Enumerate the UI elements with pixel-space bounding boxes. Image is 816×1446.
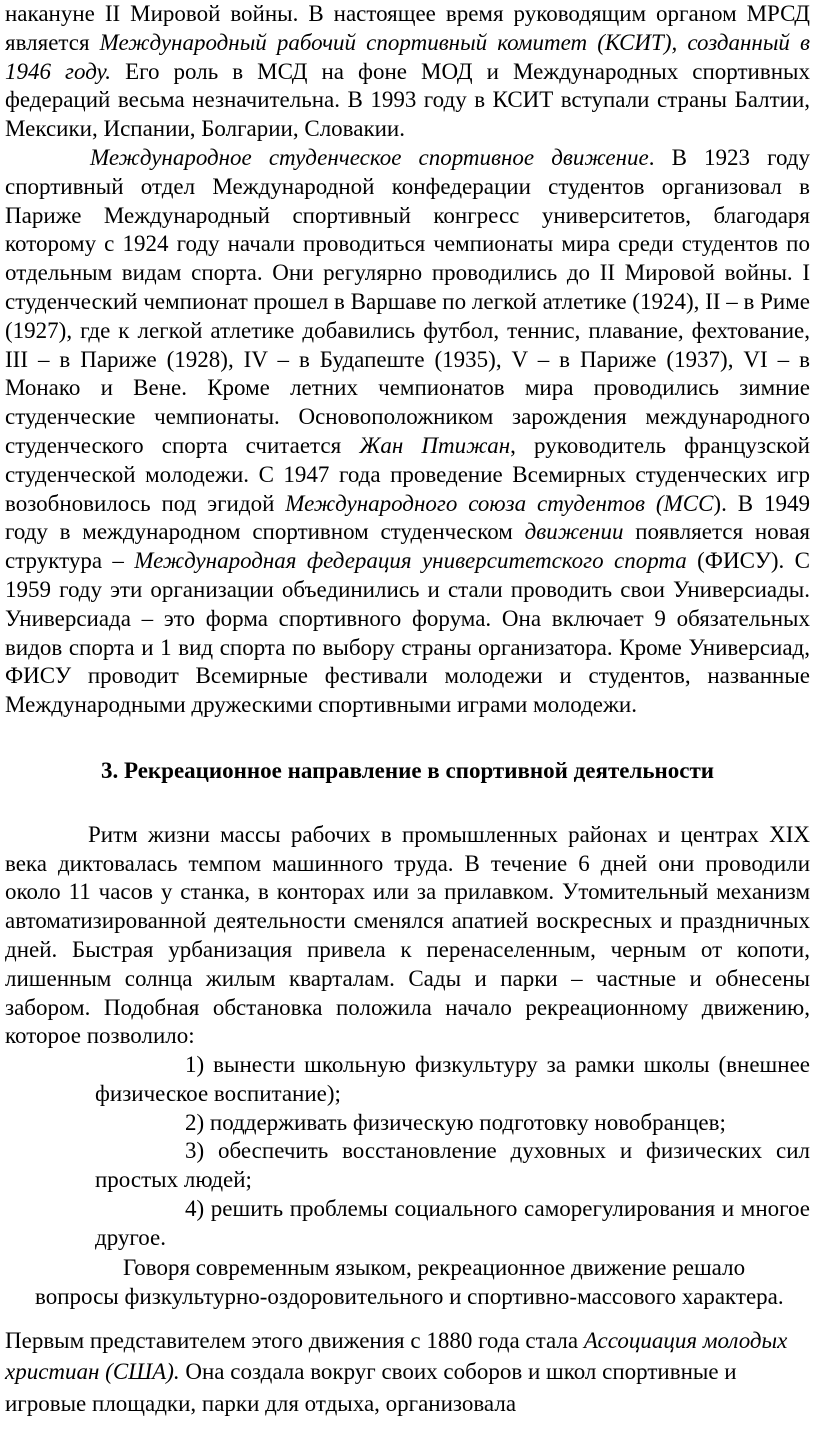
italic-term: Международное студенческое спортивное движение [90, 144, 649, 170]
list-item: 4) решить проблемы социального саморегулирования и многое другое. [95, 1196, 810, 1250]
italic-term: Жан Птижан [359, 432, 511, 458]
paragraph-ymca [5, 1325, 810, 1420]
italic-term: Международный рабочий спортивный комитет (КСИТ), созданный в 1946 году. [5, 29, 810, 84]
paragraph-modern: Говоря современным языком, рекреационное движение решало вопросы физкультурно-оздоровительного и спортивно-массового характера. [35, 1254, 784, 1309]
paragraph-student-movement [5, 144, 810, 720]
numbered-list [5, 1051, 810, 1253]
list-item: 1) вынести школьную физкультуру за рамки школы (внешнее физическое воспитание); [95, 1052, 810, 1106]
text-run: Первым представителем этого движения с 1880 года стала [5, 1327, 584, 1353]
text-run: . В 1923 году спортивный отдел Международной конфедерации студентов организовал в Париже Международный спортивный конгресс университетов, благодаря которому с 1924 году начали проводиться чемпионаты мира среди студентов по отдельным видам спорта. Они регулярно проводились до II Мировой войны. I студенческий чемпионат прошел в Варшаве по легкой атлетике (1924), II – в Риме (1927), где к легкой атлетике добавились футбол, теннис, плавание, фехтование, III – в Париже (1928), IV – в Будапеште (1935), V – в Париже (1937), VI – в Монако и Вене. Кроме летних чемпионатов мира проводились зимние студенческие чемпионаты. Основоположником зарождения международного студенческого спорта считается [5, 144, 810, 458]
text-run: ). В 1949 году в международном спортивном студенческом [5, 490, 810, 545]
paragraph-mrsd [5, 0, 810, 144]
italic-term: Международная федерация университетского спорта [134, 548, 687, 574]
section-heading: 3. Рекреационное направление в спортивной деятельности [100, 757, 715, 783]
text-run: накануне II Мировой войны. В настоящее время руководящим органом МРСД является [5, 1, 810, 55]
text-run: (ФИСУ). С 1959 году эти организации объединились и стали проводить свои Универсиады. Универсиада – это форма спортивного форума. Она включает 9 обязательных видов спорта и 1 вид спорта по выбору страны организатора. Кроме Универсиад, ФИСУ проводит Всемирные фестивали молодежи и студентов, названные Международными дружескими спортивными играми молодежи. [5, 548, 810, 718]
text-run: Она создала вокруг своих соборов и школ спортивные и игровые площадки, парки для отдыха, организовала [5, 1359, 737, 1416]
italic-term: Ассоциация молодых христиан (США). [5, 1327, 788, 1385]
text-run: , руководитель французской студенческой молодежи. С 1947 года проведение Всемирных студенческих игр возобновилось под эгидой [5, 432, 810, 516]
italic-term: Международного союза студентов (МСС [285, 490, 714, 516]
paragraph-rhythm: Ритм жизни массы рабочих в промышленных районах и центрах XIX века диктовалась темпом машинного труда. В течение 6 дней они проводили около 11 часов у станка, в конторах или за прилавком. Утомительный механизм автоматизированной деятельности сменялся апатией воскресных и праздничных дней. Быстрая урбанизация привела к перенаселенным, черным от копоти, лишенным солнца жилым кварталам. Сады и парки – частные и обнесены забором. Подобная обстановка положила начало рекреационному движению, которое позволило: [5, 821, 810, 1049]
italic-term: движении [524, 519, 624, 545]
text-run: появляется новая структура – [5, 519, 810, 574]
list-item: 3) обеспечить восстановление духовных и физических сил простых людей; [95, 1138, 810, 1193]
text-run: Его роль в МСД на фоне МОД и Международных спортивных федераций весьма незначительна. В 1993 году в КСИТ вступали страны Балтии, Мексики, Испании, Болгарии, Словакии. [5, 58, 810, 142]
list-item: 2) поддерживать физическую подготовку новобранцев; [185, 1109, 726, 1135]
